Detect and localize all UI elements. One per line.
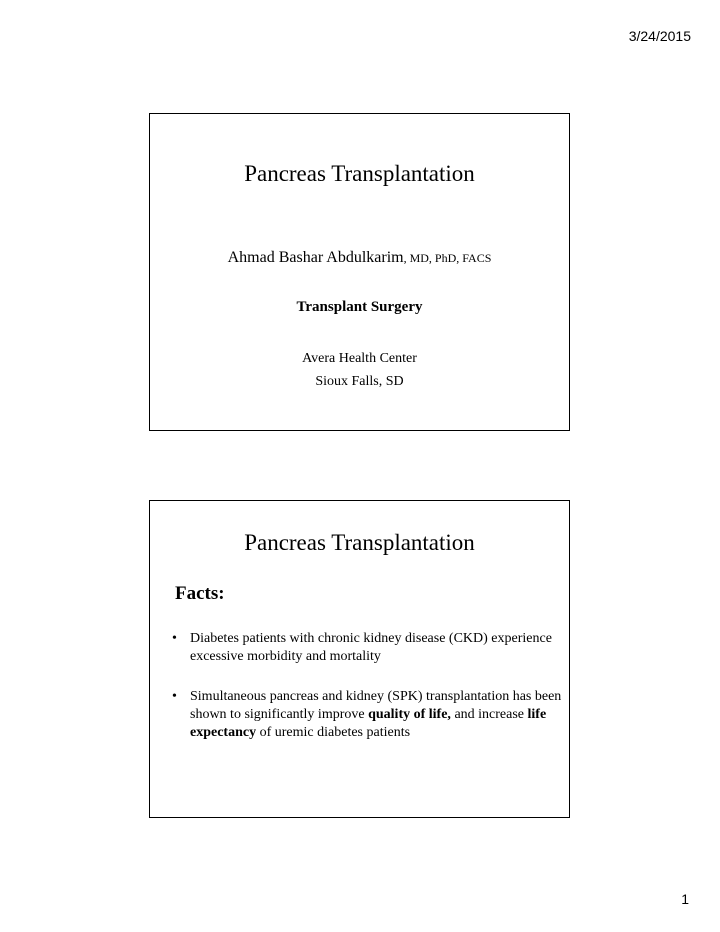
slide-title-page xyxy=(149,113,570,431)
bullet-list xyxy=(172,630,562,764)
author-line xyxy=(150,249,569,267)
bullet-text: Simultaneous pancreas and kidney (SPK) transplantation has been shown to significantly improve quality of life, and increase life expectancy of uremic diabetes patients xyxy=(190,689,562,740)
page-number: 1 xyxy=(681,891,689,907)
institution-location: Sioux Falls, SD xyxy=(315,374,404,389)
facts-heading: Facts: xyxy=(175,583,225,604)
institution-block xyxy=(150,347,569,393)
institution-name: Avera Health Center xyxy=(302,351,417,366)
bullet-item xyxy=(172,688,562,742)
author-credentials: , MD, PhD, FACS xyxy=(403,251,492,265)
bullet-icon: • xyxy=(172,631,177,646)
author-name: Ahmad Bashar Abdulkarim xyxy=(227,249,404,266)
bold-phrase: quality of life, xyxy=(368,707,451,722)
bullet-icon: • xyxy=(172,689,177,704)
slide-facts xyxy=(149,500,570,818)
department: Transplant Surgery xyxy=(296,299,423,315)
slide-title: Pancreas Transplantation xyxy=(244,161,475,186)
slide-title: Pancreas Transplantation xyxy=(244,530,475,555)
print-date: 3/24/2015 xyxy=(628,28,691,44)
bullet-text: Diabetes patients with chronic kidney disease (CKD) experience excessive morbidity and mortality xyxy=(190,631,552,664)
bold-phrase: life expectancy xyxy=(190,707,547,740)
bullet-item xyxy=(172,630,562,666)
